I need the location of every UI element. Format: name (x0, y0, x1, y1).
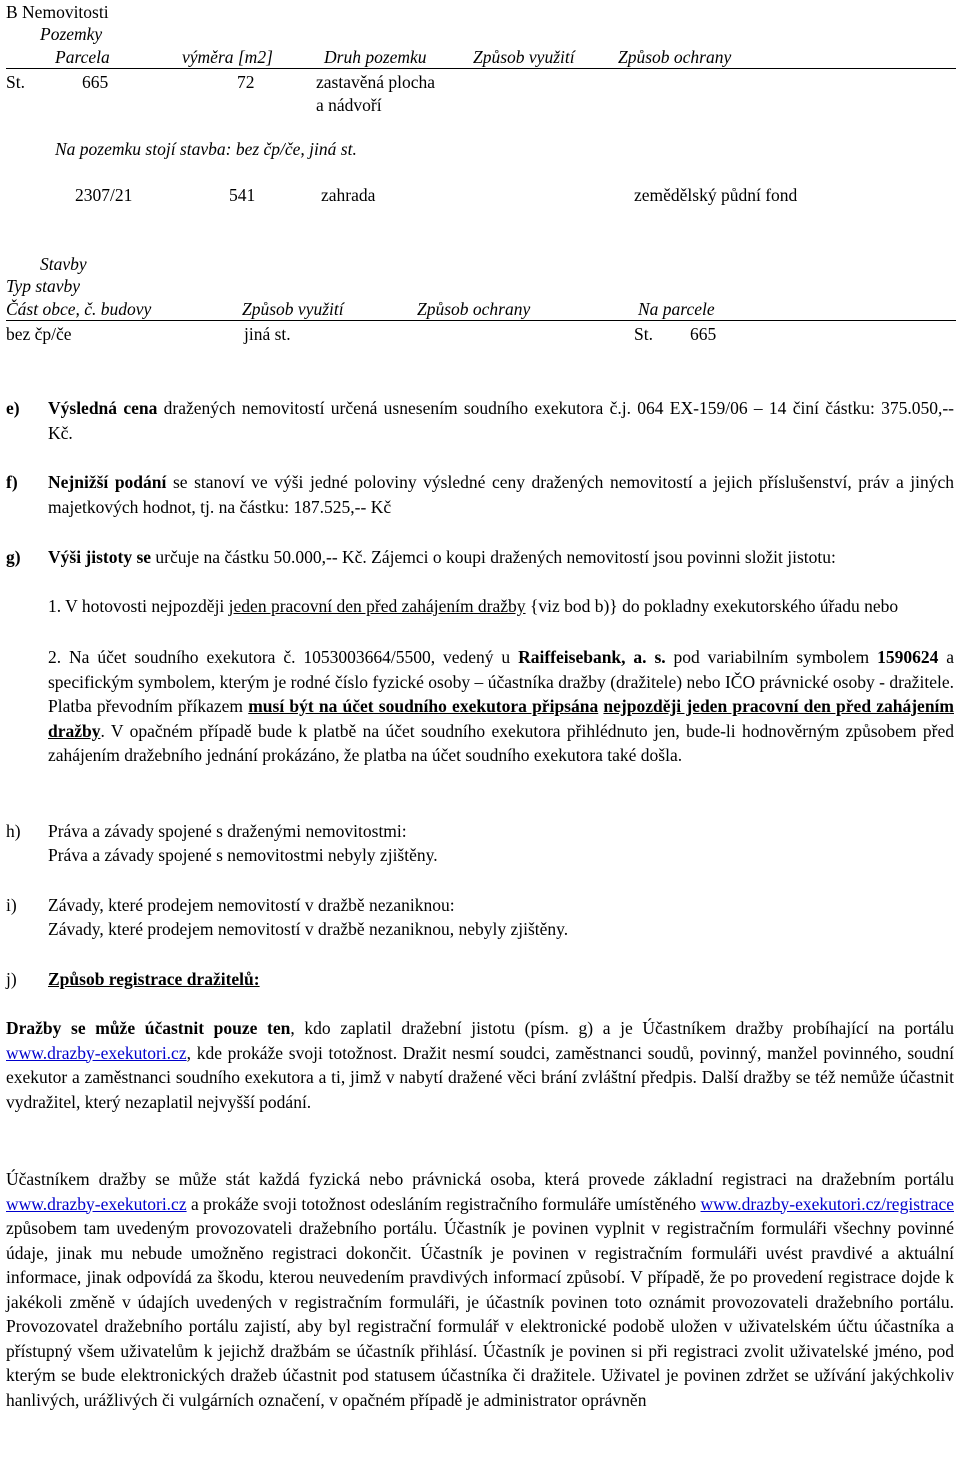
col-parcela: Parcela (55, 47, 110, 67)
table-cell: zahrada (321, 185, 376, 205)
table-cell: zastavěná plocha (316, 72, 436, 92)
table-cell: jiná st. (244, 324, 291, 344)
portal-link[interactable]: www.drazby-exekutori.cz (6, 1193, 187, 1214)
table-cell: 665 (690, 324, 717, 344)
section-title: B Nemovitosti (6, 2, 109, 22)
section-f-text: Nejnižší podání se stanoví ve výši jedné poloviny výsledné ceny dražených nemovitostí a jejich příslušenství, práv a jiných majetkových hodnot, tj. na částku: 187.525,-- Kč (48, 472, 955, 517)
col-cast-obce: Část obce, č. budovy (6, 299, 152, 319)
section-h-label: h) (6, 821, 21, 841)
section-i-line-1: Závady, které prodejem nemovitostí v dražbě nezaniknou: (48, 895, 455, 915)
paragraph-participation: Dražby se může účastnit pouze ten, kdo zaplatil dražební jistotu (písm. g) a je Účastníkem dražby probíhající na portálu www.drazby-exekutori.cz, kde prokáže svoji totožnost. Dražit nesmí soudci, zaměstnanci soudů, povinný, manžel povinného, soudní exekutor a zaměstnanci soudního exekutora a ti, jimž v nabytí dražené věci brání zvláštní předpis. Další dražby se též nemůže účastnit vydražitel, který nezaplatil nejvyšší podání. (6, 1018, 955, 1112)
section-i-line-2: Závady, které prodejem nemovitostí v dražbě nezaniknou, nebyly zjištěny. (48, 919, 569, 939)
table-cell: zemědělský půdní fond (634, 185, 798, 205)
section-g-text: Výši jistoty se určuje na částku 50.000,-- Kč. Zájemci o koupi dražených nemovitostí jsou povinni složit jistotu: (48, 547, 836, 567)
table-cell: 72 (237, 72, 255, 92)
col-na-parcele: Na parcele (638, 299, 715, 319)
paragraph-registration: Účastníkem dražby se může stát každá fyzická nebo právnická osoba, která provede základní registraci na dražebním portálu www.drazby-exekutori.cz a prokáže svoji totožnost odesláním registračního formuláře umístěného www.drazby-exekutori.cz/registrace způsobem tam uvedeným provozovateli dražebního portálu. Účastník je povinen vyplnit v registračním formuláři všechny povinné údaje, jinak mu nebude umožněno registraci dokončit. Účastník je povinen v registračním formuláři uvést pravdivé a aktuální informace, jinak odpovídá za škodu, kterou neuvedením pravdivých informací způsobí. V případě, že po provedení registrace dojde k jakékoli změně v údajích uvedených v registračním formuláři, je účastník povinen toto oznámit provozovateli dražebního portálu. Provozovatel dražebního portálu zajistí, aby byl registrační formulář v elektronické podobě uložen v uživatelském účtu účastníka a přístupný všem uživatelům k jejichž dražbám se účastník přihlásí. Účastník je povinen si při registraci zvolit uživatelské jméno, pod kterým se bude elektronických dražeb účastnit pod statusem účastníka či dražitele. Uživatel je povinen zdržet se užívání jakýchkoliv hanlivých, urážlivých či vulgárních označení, v opačném případě je administrator oprávněn (6, 1169, 954, 1410)
section-j-label: j) (6, 969, 17, 989)
divider (6, 320, 956, 321)
table-cell: 2307/21 (75, 185, 133, 205)
section-g-item-1: 1. V hotovosti nejpozději jeden pracovní den před zahájením dražby {viz bod b)} do pokladny exekutorského úřadu nebo (48, 596, 899, 616)
table-cell: 665 (82, 72, 109, 92)
section-h-line-2: Práva a závady spojené s nemovitostmi nebyly zjištěny. (48, 845, 438, 865)
col-vymera: výměra [m2] (182, 47, 273, 67)
table-cell: a nádvoří (316, 95, 382, 115)
section-e-text: Výsledná cena dražených nemovitostí určená usnesením soudního exekutora č.j. 064 EX-159/06 – 14 činí částku: 375.050,-- Kč. (48, 398, 954, 443)
section-j-title: Způsob registrace dražitelů: (48, 969, 260, 989)
section-g-item-2: 2. Na účet soudního exekutora č. 1053003664/5500, vedený u Raiffeisebank, a. s. pod variabilním symbolem 1590624 a specifickým symbolem, kterým je rodné číslo fyzické osoby – účastníka dražby (dražitele) nebo IČO právnické osoby - dražitele. Platba převodním příkazem musí být na účet soudního exekutora připsána nejpozději jeden pracovní den před zahájením dražby. V opačném případě bude k platbě na účet soudního exekutora přihlédnuto jen, bude-li hodnověrným způsobem před zahájením dražebního jednání prokázáno, že platba na účet soudního exekutora také došla. (48, 647, 954, 765)
col-ochrana: Způsob ochrany (417, 299, 531, 319)
stavby-subheading: Typ stavby (6, 276, 81, 296)
col-druh: Druh pozemku (324, 47, 427, 67)
divider (6, 68, 956, 69)
pozemky-note: Na pozemku stojí stavba: bez čp/če, jiná st. (55, 139, 357, 159)
registration-link[interactable]: www.drazby-exekutori.cz/registrace (700, 1193, 954, 1214)
portal-link[interactable]: www.drazby-exekutori.cz (6, 1042, 187, 1063)
table-cell: St. (6, 72, 25, 92)
section-h-line-1: Práva a závady spojené s draženými nemovitostmi: (48, 821, 407, 841)
pozemky-heading: Pozemky (40, 24, 103, 44)
col-ochrana: Způsob ochrany (618, 47, 732, 67)
section-f-label: f) (6, 472, 18, 492)
table-cell: St. (634, 324, 653, 344)
col-vyuziti: Způsob využití (473, 47, 575, 67)
section-g-label: g) (6, 547, 21, 567)
stavby-heading: Stavby (40, 254, 87, 274)
table-cell: 541 (229, 185, 256, 205)
section-i-label: i) (6, 895, 17, 915)
col-vyuziti: Způsob využití (242, 299, 344, 319)
section-e-label: e) (6, 398, 20, 418)
table-cell: bez čp/če (6, 324, 72, 344)
